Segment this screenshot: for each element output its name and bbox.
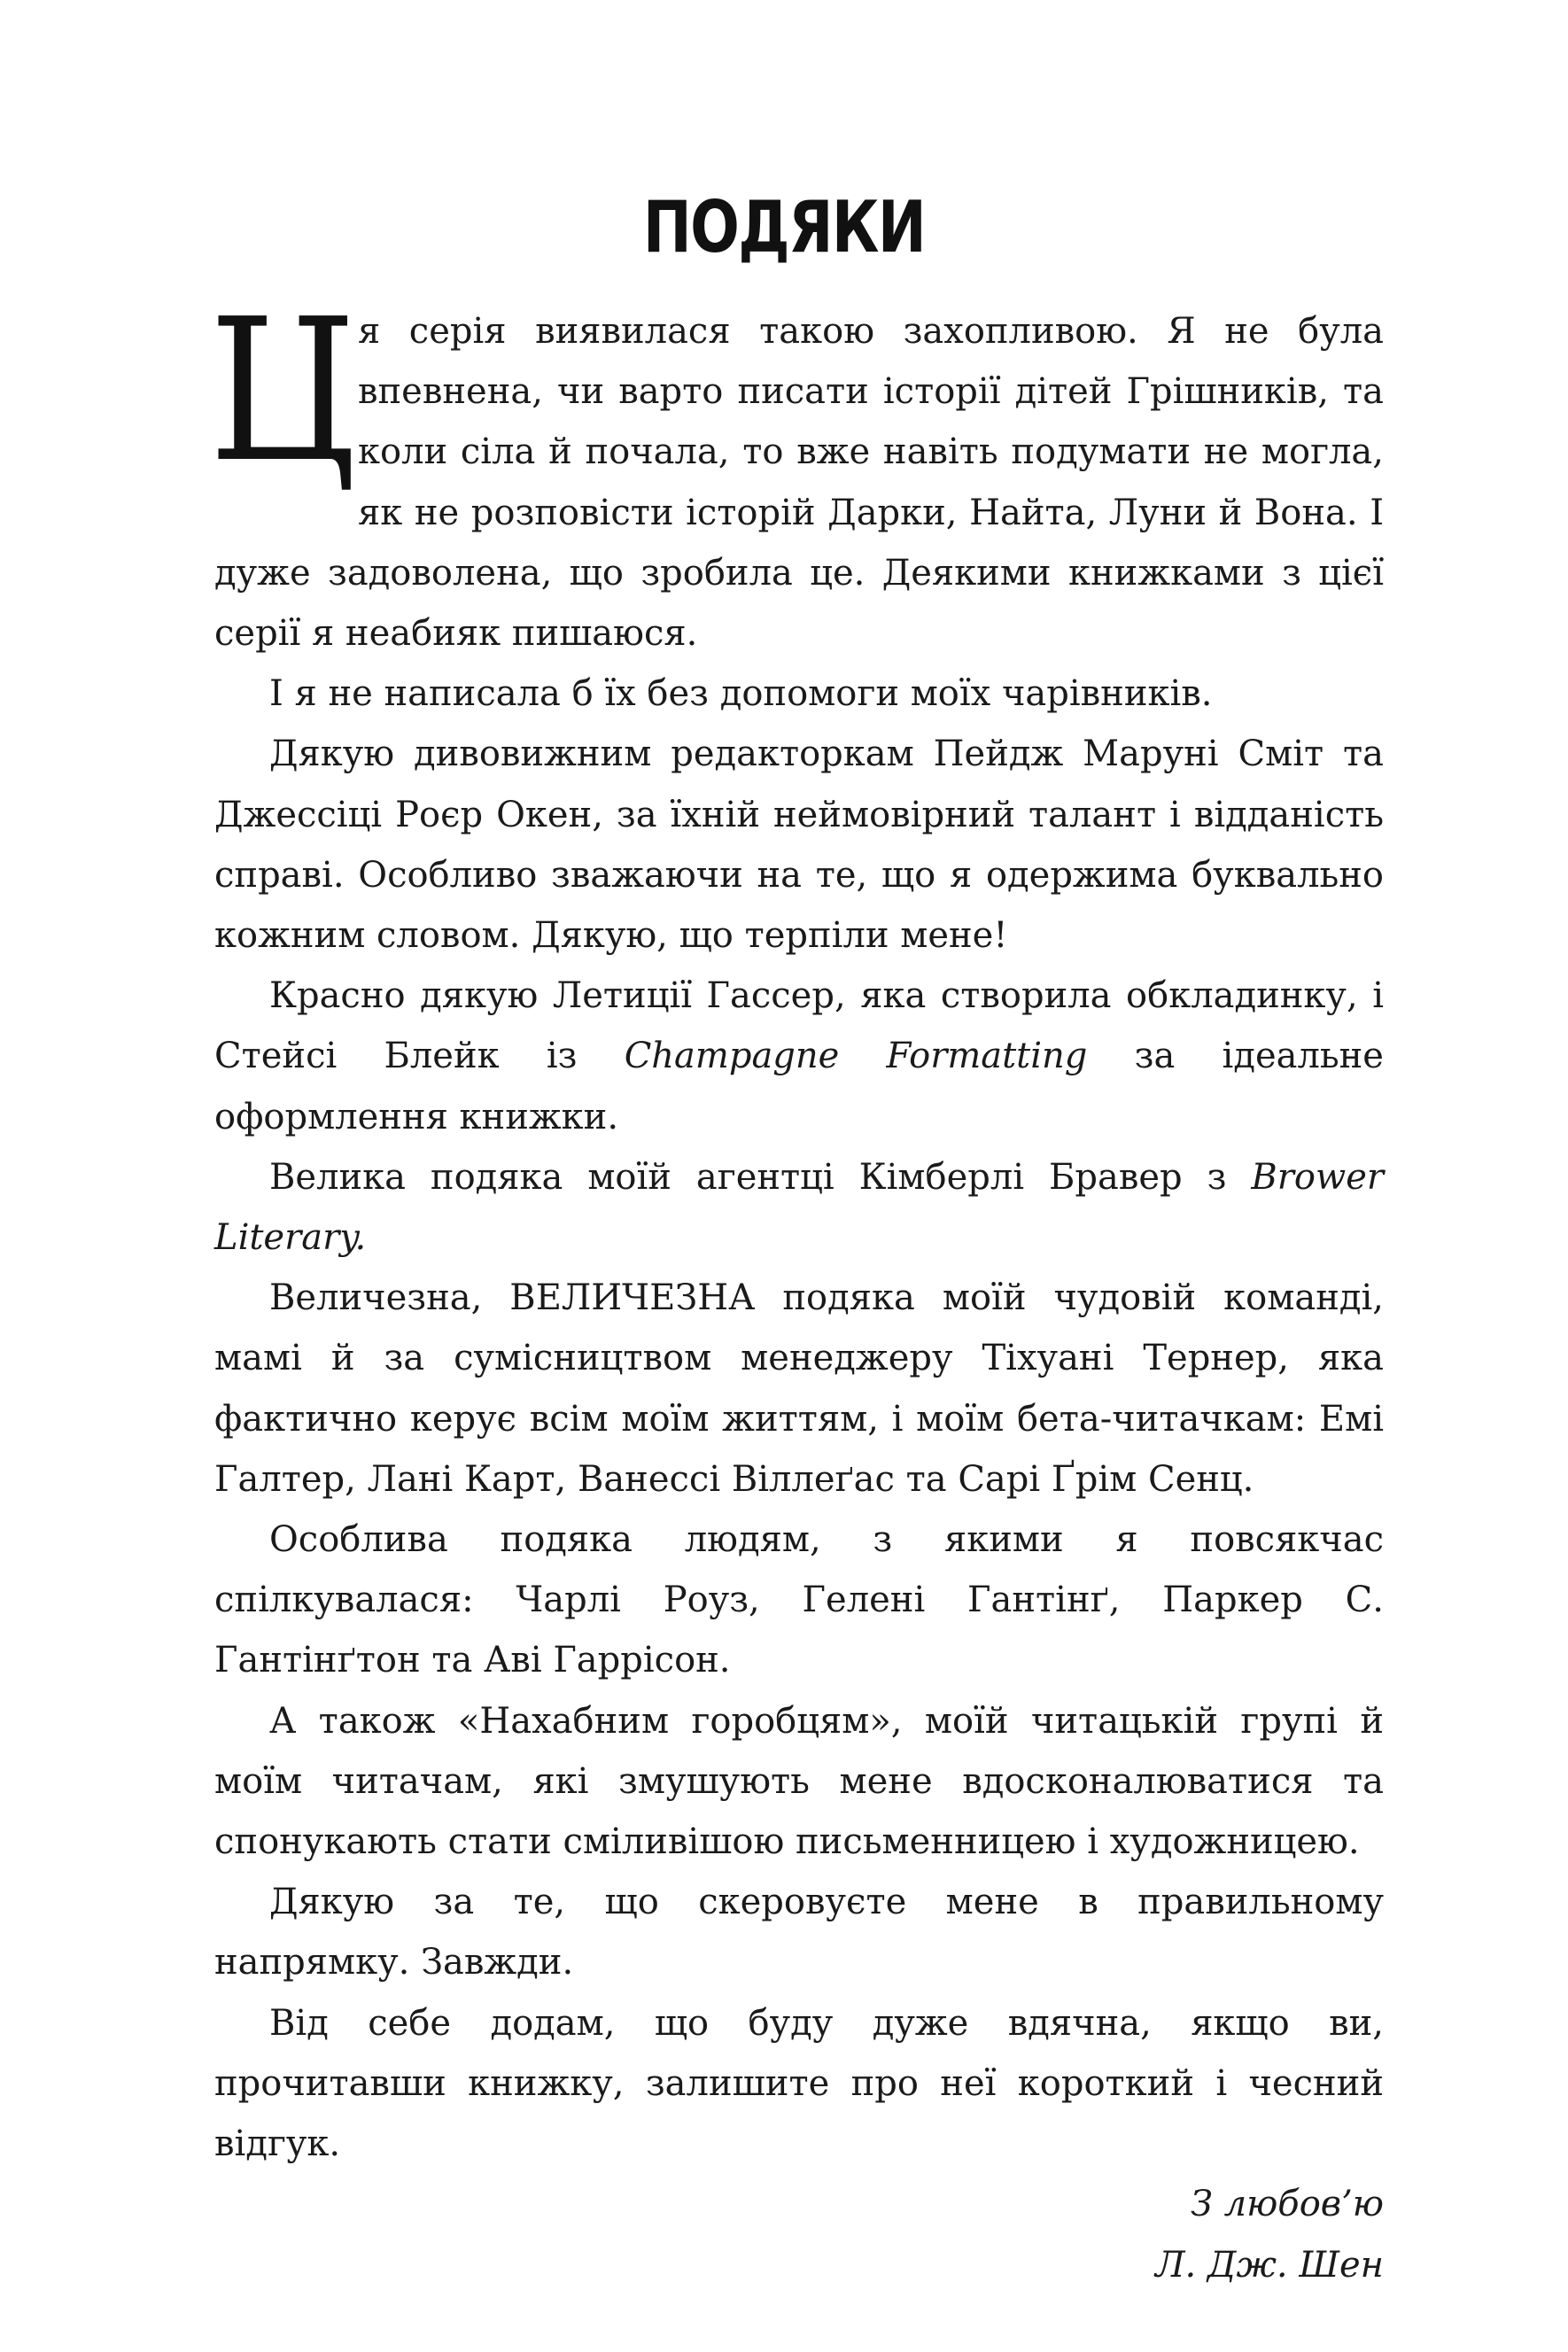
paragraph-7: Особлива подяка людям, з якими я повсякчас спілкувалася: Чарлі Роуз, Гелені Гантінґ, Паркер С. Гантінґтон та Аві Гаррісон. [214, 1519, 1384, 1681]
paragraph-3: Дякую дивовижним редакторкам Пейдж Маруні Сміт та Джессіці Роєр Окен, за їхній неймовірний талант і відданість справі. Особливо зважаючи на те, що я одержима буквально кожним словом. Дякую, що терпіли мене! [214, 734, 1384, 957]
paragraph-5 [214, 1147, 1384, 1268]
paragraph-4 [214, 966, 1384, 1147]
paragraph-1 [209, 277, 1384, 664]
paragraph-5-text: Велика подяка моїй агентці Кімберлі Бравер з [269, 1156, 1252, 1198]
paragraph-1-text: я серія виявилася такою захопливою. Я не була впевнена, чи варто писати історії дітей Грішників, та коли сіла й почала, то вже навіть подумати не могла, як не розповісти історій Дарки, Найта, Луни й Вона. І дуже задоволена, що зробила це. Деякими книжками з цієї серії я неабияк пишаюся. [214, 311, 1384, 655]
paragraph-5-emphasis: Brower Literary. [214, 1156, 1384, 1259]
paragraph-8: А також «Нахабним горобцям», моїй читацькій групі й моїм читачам, які змушують мене вдосконалюватися та спонукають стати сміливішою письменницею і художницею. [214, 1700, 1384, 1863]
paragraph-10: Від себе додам, що буду дуже вдячна, якщо ви, прочитавши книжку, залишите про неї короткий і чесний відгук. [214, 2002, 1384, 2165]
paragraph-6: Величезна, ВЕЛИЧЕЗНА подяка моїй чудовій команді, мамі й за сумісництвом менеджеру Тіхуані Тернер, яка фактично керує всім моїм життям, і моїм бета-читачкам: Емі Галтер, Лані Карт, Ванессі Віллеґас та Сарі Ґрім Сенц. [214, 1277, 1384, 1500]
paragraph-9: Дякую за те, що скеровуєте мене в правильному напрямку. Завжди. [214, 1882, 1384, 1983]
page-title: ПОДЯКИ [642, 186, 926, 268]
paragraph-2: І я не написала б їх без допомоги моїх чарівників. [269, 673, 1213, 715]
paragraph-4-text-a: Красно дякую Летиції Гассер, яка створила обкладинку, і Стейсі Блейк із [214, 975, 1384, 1077]
signature-author: Л. Дж. Шен [1155, 2244, 1384, 2286]
drop-cap: Ц [209, 277, 357, 506]
signature-closing: З любов’ю [1190, 2184, 1384, 2225]
paragraph-4-text-b: за ідеальне оформлення книжки. [214, 1036, 1384, 1137]
paragraph-4-emphasis: Champagne Formatting [624, 1036, 1088, 1077]
acknowledgements-body [209, 277, 1384, 2295]
